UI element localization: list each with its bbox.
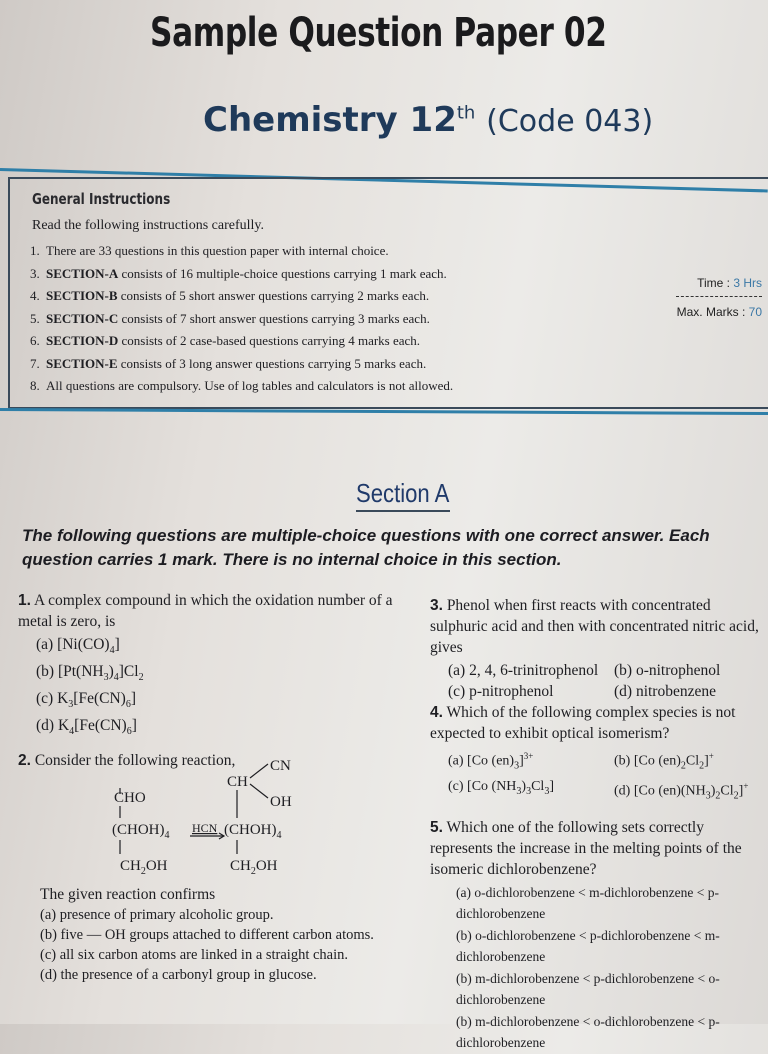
q2-after-text: The given reaction confirms	[40, 886, 216, 903]
right-column	[430, 595, 768, 1054]
time-divider	[676, 296, 762, 297]
marks-line	[676, 305, 762, 319]
instruction-text: consists of 3 long answer questions carrying 5 marks each.	[117, 355, 427, 371]
question-number: 3.	[430, 597, 443, 614]
instruction-section: SECTION-A	[46, 265, 119, 281]
question-text: Consider the following reaction,	[34, 752, 236, 770]
option-2d: (d) the presence of a carbonyl group in glucose.	[40, 967, 317, 983]
subject-code: (Code 043)	[486, 104, 654, 139]
options-4-row1	[430, 746, 768, 776]
question-text: Phenol when first reacts with concentrated sulphuric acid and then with concentrated nitric acid, gives	[430, 597, 759, 656]
option-4b: (b) [Co $(en)_2Cl_2]^+$	[614, 751, 714, 772]
options-3-row1	[430, 660, 768, 681]
option-3c: (c) p-nitrophenol	[448, 683, 554, 700]
option-2a: (a) presence of primary alcoholic group.	[40, 907, 274, 923]
struct-chohr: $(CHOH)_4$	[224, 822, 282, 841]
option-4c: (c) [Co $(NH_3)_3Cl_3$]	[448, 779, 554, 798]
question-3	[430, 595, 768, 658]
option-3b: (b) o-nitrophenol	[614, 662, 721, 679]
question-text: Which of the following complex species is not expected to exhibit optical isomerism?	[430, 704, 736, 742]
question-number: 5.	[430, 818, 443, 836]
question-number: 2.	[18, 752, 31, 770]
reaction-diagram	[100, 752, 320, 880]
struct-ch2ohr: $CH_2OH$	[230, 858, 278, 877]
instruction-section: SECTION-C	[46, 310, 119, 326]
instruction-number: 4.	[30, 288, 40, 303]
instruction-item	[30, 311, 550, 334]
question-1	[18, 590, 398, 632]
instruction-text: consists of 16 multiple-choice questions carrying 1 mark each.	[118, 265, 447, 281]
instructions-heading: General Instructions	[32, 190, 171, 208]
option-1b: (b) $[Pt(NH_3)_4]Cl_2$	[36, 663, 144, 684]
options-4-row2	[430, 776, 768, 806]
subject-sup: th	[456, 102, 476, 124]
option-2c: (c) all six carbon atoms are linked in a straight chain.	[40, 947, 349, 963]
bond-oh	[250, 784, 268, 798]
section-intro: The following questions are multiple-choice questions with one correct answer. Each question carries 1 mark. There is no internal choice in this section.	[22, 526, 710, 569]
time-value: 3 Hrs	[733, 276, 762, 290]
marks-value: 70	[748, 305, 762, 319]
instruction-number: 7.	[30, 355, 40, 371]
option-5a: (a) o-dichlorobenzene < m-dichlorobenzene < p-dichlorobenzene	[456, 884, 719, 922]
question-text: Which one of the following sets correctly represents the increase in the melting points of the isomeric dichlorobenzene?	[430, 818, 742, 878]
question-number: 1.	[18, 592, 31, 609]
bottom-rule	[0, 408, 768, 415]
instruction-section: SECTION-B	[46, 288, 118, 303]
subject-title	[203, 100, 653, 140]
struct-hcn: HCN	[192, 821, 218, 835]
marks-label: Max. Marks :	[676, 305, 749, 319]
option-1a: (a) $[Ni(CO)_4]$	[36, 636, 120, 657]
struct-ch: CH	[227, 774, 248, 790]
option-1c: (c) $K_3[Fe(CN)_6]$	[36, 690, 136, 711]
time-label: Time :	[697, 276, 734, 290]
instruction-text: There are 33 questions in this question paper with internal choice.	[46, 243, 389, 258]
struct-chohl: $(CHOH)_4$	[112, 822, 170, 841]
question-5	[430, 817, 768, 880]
section-underline	[356, 510, 450, 512]
option-3a: (a) 2, 4, 6-trinitrophenol	[448, 662, 599, 679]
option-2b: (b) five — OH groups attached to different carbon atoms.	[40, 927, 374, 943]
struct-ch2ohl: $CH_2OH$	[120, 858, 168, 877]
instruction-number: 1.	[30, 243, 40, 258]
subject-name: Chemistry 12	[203, 100, 457, 140]
instruction-item	[30, 266, 550, 289]
instruction-item	[30, 243, 550, 266]
option-3d: (d) nitrobenzene	[614, 683, 716, 700]
option-4a: (a) [Co $(en)_3]^{3+}$	[448, 751, 534, 772]
options-3-row2	[430, 681, 768, 702]
instruction-number: 8.	[30, 378, 40, 393]
option-5b: (b) o-dichlorobenzene < p-dichlorobenzene < m-dichlorobenzene	[456, 927, 720, 965]
section-title: Section A	[356, 478, 450, 508]
option-5c: (b) m-dichlorobenzene < p-dichlorobenzene < o-dichlorobenzene	[456, 970, 720, 1008]
option-4d: (d) [Co $(en)(NH_3)_2Cl_2]^+$	[614, 781, 749, 802]
option-1d: (d) $K_4[Fe(CN)_6]$	[36, 717, 137, 738]
instructions-intro: Read the following instructions carefully.	[32, 218, 264, 233]
struct-cn: CN	[270, 758, 291, 774]
instruction-section: SECTION-E	[46, 355, 118, 371]
instruction-number: 3.	[30, 265, 40, 281]
instruction-text: consists of 7 short answer questions carrying 3 marks each.	[118, 310, 430, 326]
q2-after	[40, 884, 400, 985]
question-4	[430, 702, 768, 744]
left-column	[18, 590, 398, 773]
paper-title: Sample Question Paper 02	[150, 10, 607, 56]
instruction-text: All questions are compulsory. Use of log tables and calculators is not allowed.	[46, 378, 454, 393]
question-number: 4.	[430, 704, 443, 721]
struct-cho: CHO	[114, 790, 146, 806]
instruction-item	[30, 356, 550, 379]
instruction-item	[30, 288, 550, 311]
instruction-text: consists of 2 case-based questions carrying 4 marks each.	[118, 333, 421, 348]
time-marks-box	[676, 276, 762, 319]
question-text: A complex compound in which the oxidation number of a metal is zero, is	[18, 592, 393, 630]
option-5d: (b) m-dichlorobenzene < o-dichlorobenzene < p-dichlorobenzene	[456, 1013, 720, 1051]
instructions-list	[30, 243, 550, 401]
instruction-item	[30, 333, 550, 356]
instruction-section: SECTION-D	[46, 333, 119, 348]
instruction-text: consists of 5 short answer questions carrying 2 marks each.	[117, 288, 430, 303]
bond-cn	[250, 764, 268, 778]
instruction-item	[30, 378, 550, 401]
struct-oh: OH	[270, 794, 292, 810]
time-line	[676, 276, 762, 290]
instruction-number: 5.	[30, 310, 40, 326]
instruction-number: 6.	[30, 333, 40, 348]
